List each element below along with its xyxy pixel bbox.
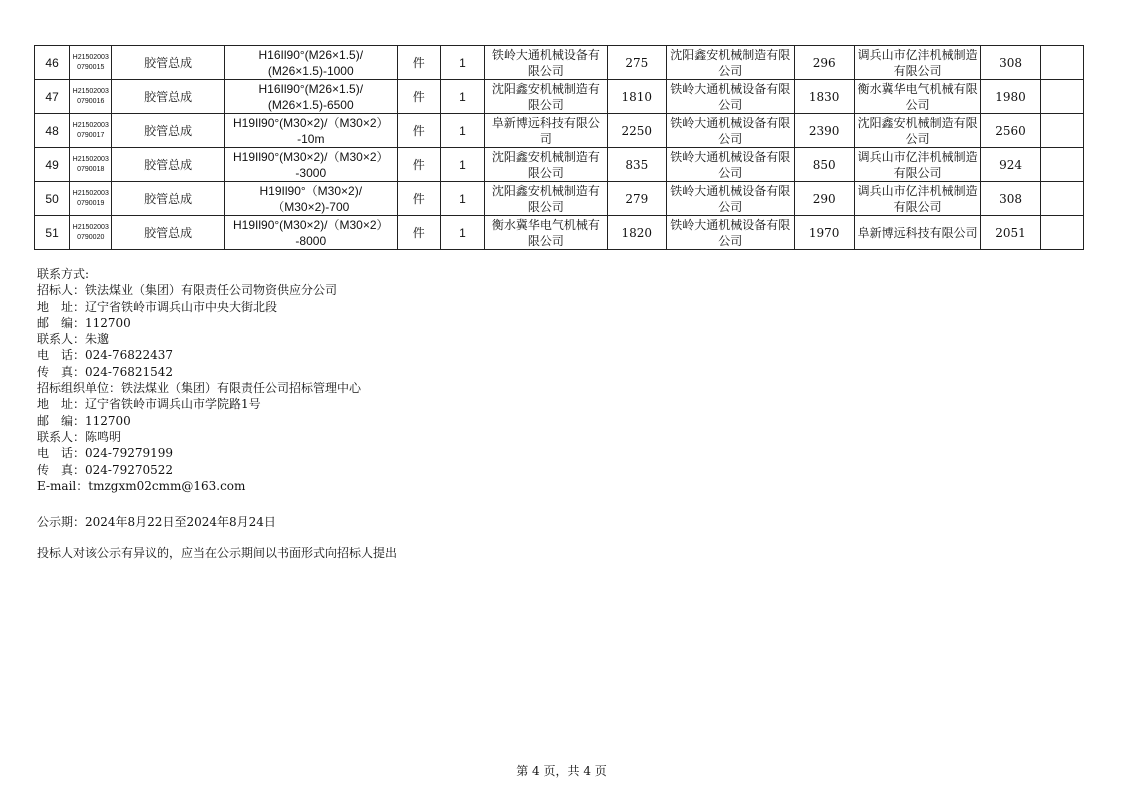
- row-number: 47: [35, 80, 70, 114]
- material-code-text: H215020030790020: [72, 223, 109, 241]
- material-code: [70, 216, 112, 250]
- contact-heading: 联系方式:: [37, 267, 90, 281]
- bidder-3-price: 2560: [981, 114, 1040, 148]
- bidder-1-company: 沈阳鑫安机械制造有限公司: [485, 182, 608, 216]
- material-code-text: H215020030790017: [72, 121, 109, 139]
- bidder-2-company: 铁岭大通机械设备有限公司: [666, 80, 794, 114]
- remark: [1040, 148, 1083, 182]
- bidder-1-company: 阜新博远科技有限公司: [485, 114, 608, 148]
- objection-notice: 投标人对该公示有异议的，应当在公示期间以书面形式向招标人提出: [37, 546, 398, 560]
- remark: [1040, 46, 1083, 80]
- row-number: 50: [35, 182, 70, 216]
- specification: [224, 216, 397, 250]
- material-code: [70, 80, 112, 114]
- specification-line: -10m: [297, 131, 325, 146]
- bidder-2-company: 铁岭大通机械设备有限公司: [666, 182, 794, 216]
- remark: [1040, 182, 1083, 216]
- bidder-2-price: 1830: [794, 80, 854, 114]
- material-name: 胶管总成: [112, 114, 225, 148]
- unit: 件: [397, 114, 440, 148]
- notice-period: 公示期：2024年8月22日至2024年8月24日: [37, 515, 276, 529]
- bid-result-table: [34, 45, 1084, 250]
- material-name: 胶管总成: [112, 148, 225, 182]
- bidder-1-company: 衡水冀华电气机械有限公司: [485, 216, 608, 250]
- specification-line: -8000: [295, 233, 327, 248]
- quantity: 1: [440, 182, 484, 216]
- material-code: [70, 114, 112, 148]
- material-code-text: H215020030790019: [72, 189, 109, 207]
- bidder-3-company: 调兵山市亿沣机械制造有限公司: [854, 148, 981, 182]
- tenderer-address: 地 址：辽宁省铁岭市调兵山市中央大街北段: [37, 299, 278, 314]
- agency-address: 地 址：辽宁省铁岭市调兵山市学院路1号: [37, 397, 261, 412]
- bidder-1-company: 沈阳鑫安机械制造有限公司: [485, 80, 608, 114]
- table-row: [35, 114, 1084, 148]
- material-name: 胶管总成: [112, 46, 225, 80]
- tender-agency: 招标组织单位：铁法煤业（集团）有限责任公司招标管理中心: [37, 381, 362, 396]
- specification: [224, 114, 397, 148]
- remark: [1040, 114, 1083, 148]
- material-name: 胶管总成: [112, 182, 225, 216]
- remark: [1040, 216, 1083, 250]
- specification-line: H19Il90°(M30×2)/（M30×2）: [233, 115, 389, 130]
- contact-block: [37, 266, 361, 494]
- bidder-1-company: 铁岭大通机械设备有限公司: [485, 46, 608, 80]
- bidder-3-price: 924: [981, 148, 1040, 182]
- table-row: [35, 46, 1084, 80]
- tenderer-phone: 电 话：024-76822437: [37, 348, 174, 363]
- bidder-2-company: 铁岭大通机械设备有限公司: [666, 114, 794, 148]
- bidder-3-price: 2051: [981, 216, 1040, 250]
- bidder-3-company: 阜新博远科技有限公司: [854, 216, 981, 250]
- material-code-text: H215020030790015: [72, 53, 109, 71]
- tenderer-postcode: 邮 编：112700: [37, 315, 131, 330]
- tenderer-fax: 传 真：024-76821542: [37, 364, 174, 379]
- specification-line: -3000: [295, 165, 327, 180]
- unit: 件: [397, 80, 440, 114]
- bidder-1-price: 1820: [607, 216, 666, 250]
- tenderer: 招标人：铁法煤业（集团）有限责任公司物资供应分公司: [37, 283, 338, 298]
- bidder-1-price: 835: [607, 148, 666, 182]
- bidder-2-price: 296: [794, 46, 854, 80]
- quantity: 1: [440, 114, 484, 148]
- bidder-2-price: 290: [794, 182, 854, 216]
- material-code-text: H215020030790018: [72, 155, 109, 173]
- specification: [224, 46, 397, 80]
- bidder-2-company: 沈阳鑫安机械制造有限公司: [666, 46, 794, 80]
- bidder-3-price: 308: [981, 182, 1040, 216]
- bidder-3-price: 1980: [981, 80, 1040, 114]
- row-number: 48: [35, 114, 70, 148]
- page-footer: 第 4 页，共 4 页: [516, 764, 607, 778]
- quantity: 1: [440, 46, 484, 80]
- bidder-3-company: 调兵山市亿沣机械制造有限公司: [854, 182, 981, 216]
- specification: [224, 182, 397, 216]
- material-name: 胶管总成: [112, 80, 225, 114]
- row-number: 51: [35, 216, 70, 250]
- unit: 件: [397, 216, 440, 250]
- unit: 件: [397, 148, 440, 182]
- bidder-3-company: 衡水冀华电气机械有限公司: [854, 80, 981, 114]
- material-name: 胶管总成: [112, 216, 225, 250]
- agency-email: E-mail：tmzgxm02cmm@163.com: [37, 478, 246, 493]
- unit: 件: [397, 182, 440, 216]
- table-row: [35, 80, 1084, 114]
- bidder-2-price: 850: [794, 148, 854, 182]
- specification-line: H19Il90°(M30×2)/（M30×2）: [233, 217, 389, 232]
- bidder-1-company: 沈阳鑫安机械制造有限公司: [485, 148, 608, 182]
- specification-line: H19Il90°(M30×2)/（M30×2）: [233, 149, 389, 164]
- bidder-1-price: 2250: [607, 114, 666, 148]
- bidder-3-company: 沈阳鑫安机械制造有限公司: [854, 114, 981, 148]
- unit: 件: [397, 46, 440, 80]
- material-code: [70, 182, 112, 216]
- specification-line: H16Il90°(M26×1.5)/: [258, 81, 364, 96]
- specification-line: (M26×1.5)-6500: [267, 97, 354, 112]
- specification-line: H16Il90°(M26×1.5)/: [258, 47, 364, 62]
- specification: [224, 80, 397, 114]
- quantity: 1: [440, 216, 484, 250]
- bidder-1-price: 279: [607, 182, 666, 216]
- bidder-2-price: 2390: [794, 114, 854, 148]
- material-code-text: H215020030790016: [72, 87, 109, 105]
- agency-phone: 电 话：024-79279199: [37, 446, 174, 461]
- agency-contact-person: 联系人：陈鸣明: [37, 429, 122, 444]
- row-number: 49: [35, 148, 70, 182]
- tenderer-contact-person: 联系人：朱邈: [37, 332, 110, 347]
- row-number: 46: [35, 46, 70, 80]
- agency-fax: 传 真：024-79270522: [37, 462, 174, 477]
- quantity: 1: [440, 80, 484, 114]
- material-code: [70, 148, 112, 182]
- bidder-3-company: 调兵山市亿沣机械制造有限公司: [854, 46, 981, 80]
- specification-line: H19Il90°（M30×2)/: [259, 183, 363, 198]
- specification-line: （M30×2)-700: [272, 199, 350, 214]
- specification: [224, 148, 397, 182]
- bidder-1-price: 1810: [607, 80, 666, 114]
- bidder-3-price: 308: [981, 46, 1040, 80]
- table-row: [35, 148, 1084, 182]
- bidder-2-company: 铁岭大通机械设备有限公司: [666, 216, 794, 250]
- specification-line: (M26×1.5)-1000: [267, 63, 354, 78]
- bidder-2-price: 1970: [794, 216, 854, 250]
- table-body: [35, 46, 1084, 250]
- remark: [1040, 80, 1083, 114]
- table-row: [35, 182, 1084, 216]
- table-row: [35, 216, 1084, 250]
- bidder-1-price: 275: [607, 46, 666, 80]
- material-code: [70, 46, 112, 80]
- quantity: 1: [440, 148, 484, 182]
- agency-postcode: 邮 编：112700: [37, 413, 131, 428]
- bidder-2-company: 铁岭大通机械设备有限公司: [666, 148, 794, 182]
